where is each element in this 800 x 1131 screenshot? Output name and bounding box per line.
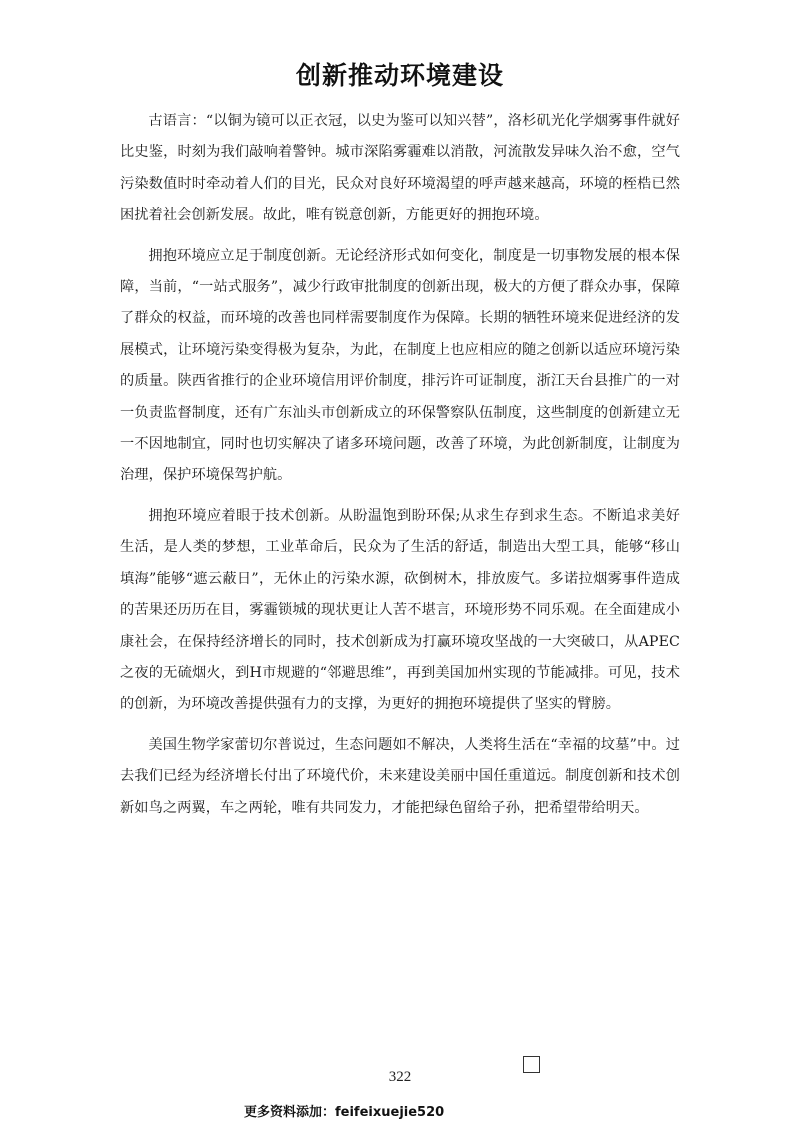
paragraph-institutional-innovation: 拥抱环境应立足于制度创新。无论经济形式如何变化，制度是一切事物发展的根本保障，当前，“一站式服务”，减少行政审批制度的创新出现，极大的方便了群众办事，保障了群众的权益，而环境的改善也同样需要制度作为保障。长期的牺牲环境来促进经济的发展模式，让环境污染变得极为复杂，为此，在制度上也应相应的随之创新以适应环境污染的质量。陕西省推行的企业环境信用评价制度，排污许可证制度，浙江天台县推广的一对一负责监督制度，还有广东汕头市创新成立的环保警察队伍制度，这些制度的创新建立无一不因地制宜，同时也切实解决了诸多环境问题，改善了环境，为此创新制度，让制度为治理，保护环境保驾护航。 [120, 247, 680, 484]
document-body [120, 106, 680, 833]
document-title: 创新推动环境建设 [295, 61, 504, 90]
footer-contact-note: 更多资料添加：feifeixuejie520 [244, 1105, 445, 1120]
paragraph-intro: 古语言：“以铜为镜可以正衣冠，以史为鉴可以知兴替”，洛杉矶光化学烟雾事件就好比史鉴，时刻为我们敲响着警钟。城市深陷雾霾难以消散，河流散发异味久治不愈，空气污染数值时时牵动着人们的目光，民众对良好环境渴望的呼声越来越高，环境的桎梏已然困扰着社会创新发展。故此，唯有锐意创新，方能更好的拥抱环境。 [120, 113, 680, 224]
paragraph-conclusion: 美国生物学家蕾切尔普说过，生态问题如不解决，人类将生活在“幸福的坟墓”中。过去我们已经为经济增长付出了环境代价，未来建设美丽中国任重道远。制度创新和技术创新如鸟之两翼，车之两轮，唯有共同发力，才能把绿色留给子孙，把希望带给明天。 [120, 736, 680, 816]
page-number: 322 [388, 1069, 412, 1085]
paragraph-technical-innovation: 拥抱环境应着眼于技术创新。从盼温饱到盼环保;从求生存到求生态。不断追求美好生活，是人类的梦想，工业革命后，民众为了生活的舒适，制造出大型工具，能够“移山填海”能够“遮云蔽日”，无休止的污染水源，砍倒树木，排放废气。多诺拉烟雾事件造成的苦果还历历在目，雾霾锁城的现状更让人苦不堪言，环境形势不同乐观。在全面建成小康社会，在保持经济增长的同时，技术创新成为打赢环境攻坚战的一大突破口，从APEC之夜的无硫烟火，到H市规避的“邻避思维”，再到美国加州实现的节能减排。可见，技术的创新，为环境改善提供强有力的支撑，为更好的拥抱环境提供了坚实的臂膀。 [120, 507, 680, 713]
